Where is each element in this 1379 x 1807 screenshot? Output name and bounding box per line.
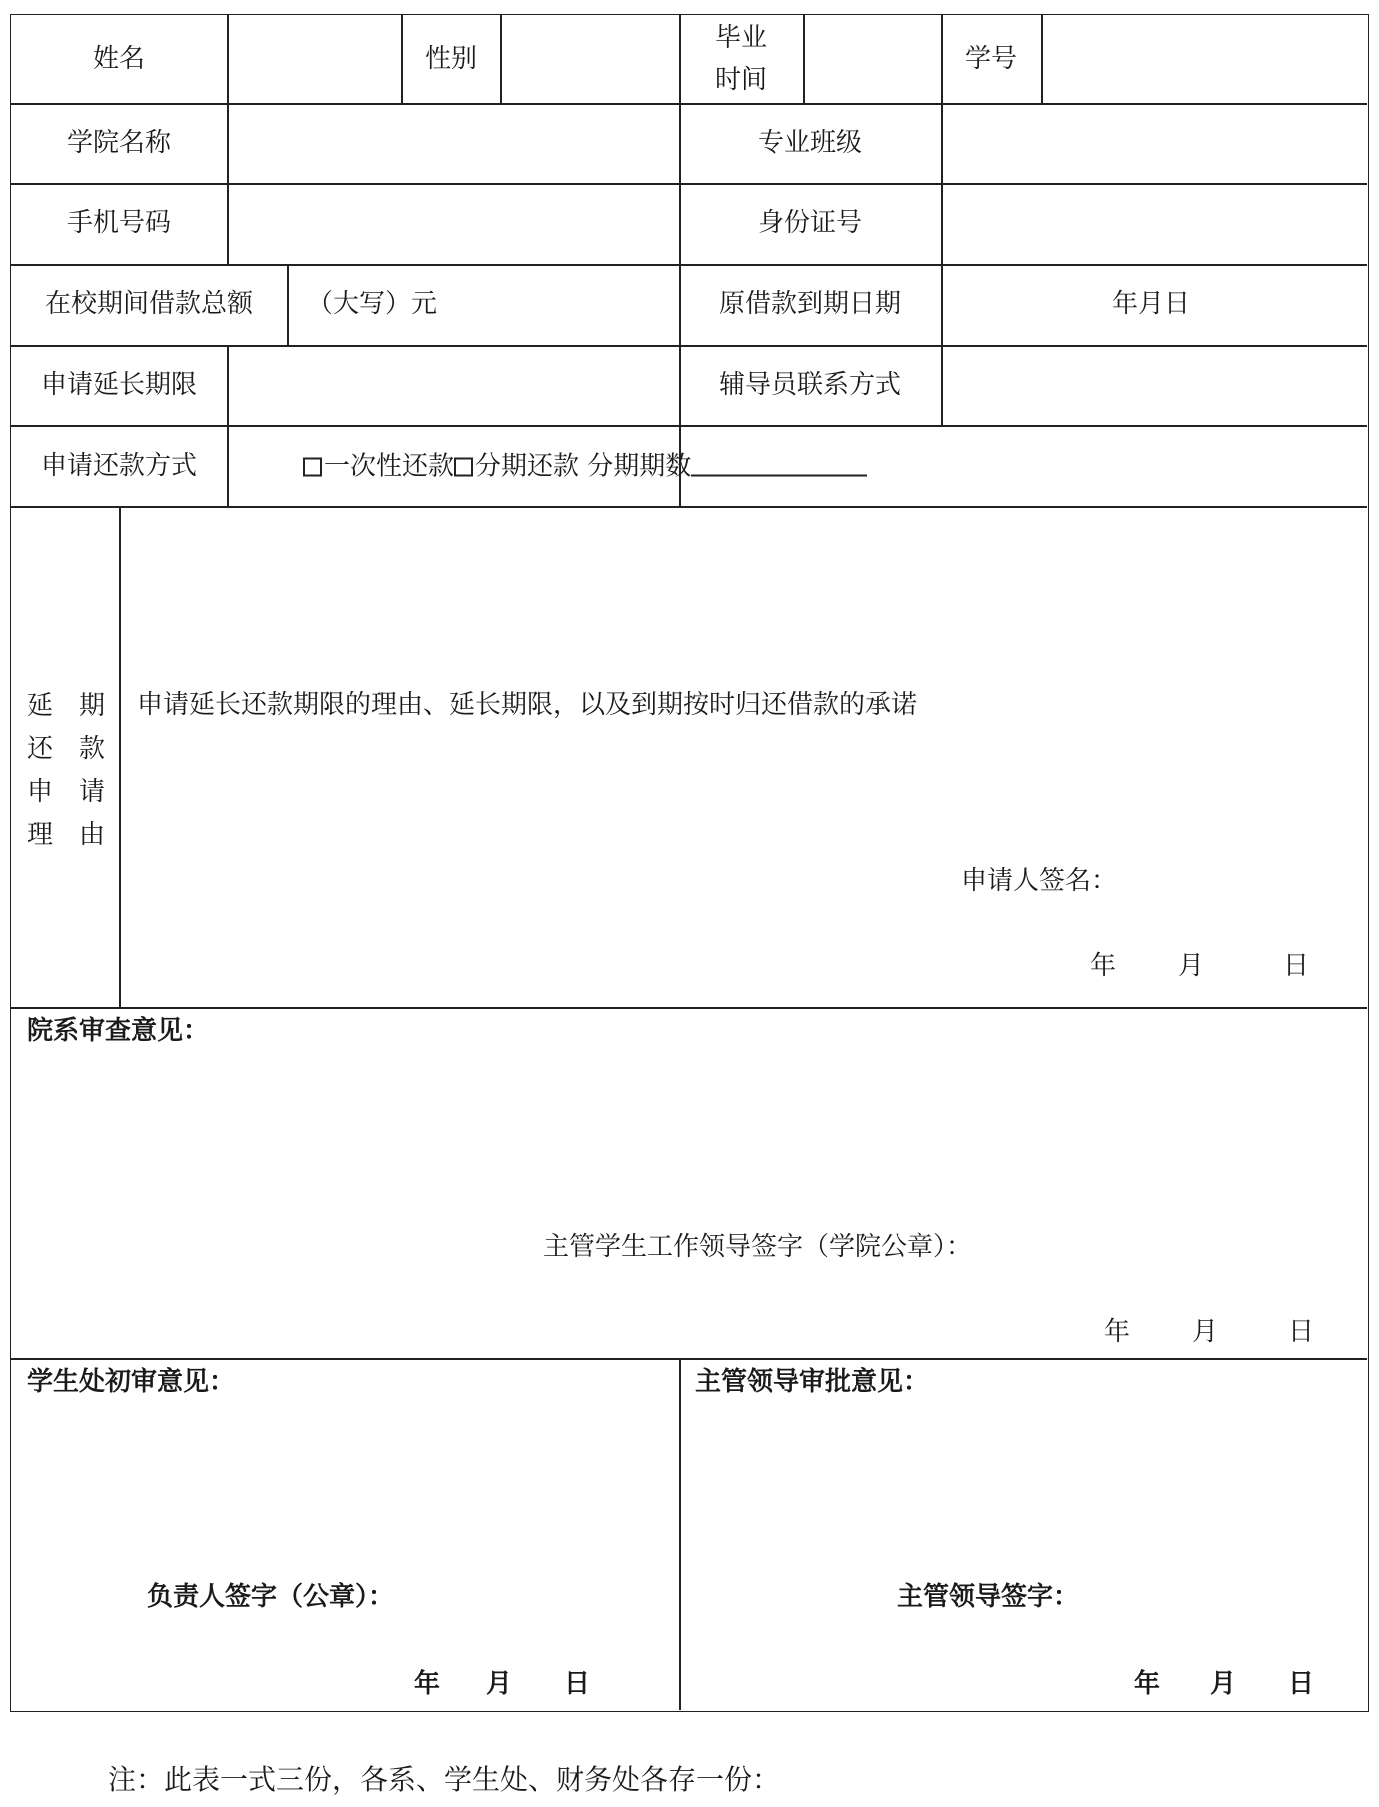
row-divider — [11, 1358, 1367, 1360]
name-label: 姓名 — [92, 44, 146, 74]
repay-method-label: 申请还款方式 — [40, 451, 198, 481]
col-divider — [941, 15, 943, 425]
due-date-value: 年月日 — [1111, 289, 1191, 319]
gender-label: 性别 — [424, 44, 478, 74]
reason-label-line: 还款 — [27, 734, 132, 764]
col-divider — [401, 15, 403, 103]
dept-review-month: 月 — [1191, 1317, 1219, 1347]
student-office-month: 月 — [485, 1669, 513, 1699]
col-divider — [227, 15, 229, 103]
dept-review-year: 年 — [1103, 1317, 1131, 1347]
due-date-label: 原借款到期日期 — [718, 289, 902, 319]
reason-day: 日 — [1282, 951, 1310, 981]
row-divider — [11, 183, 1367, 185]
major-class-label: 专业班级 — [757, 128, 863, 158]
col-divider — [500, 15, 502, 103]
college-label: 学院名称 — [66, 128, 172, 158]
row-divider — [11, 425, 1367, 427]
leader-approval-title: 主管领导审批意见： — [695, 1367, 930, 1397]
reason-prompt: 申请延长还款期限的理由、延长期限，以及到期按时归还借款的承诺 — [137, 690, 918, 720]
dept-review-day: 日 — [1287, 1317, 1315, 1347]
lump-sum-label: 一次性还款 — [324, 451, 455, 482]
row-divider — [11, 506, 1367, 508]
installment-count-field[interactable] — [691, 451, 867, 477]
dept-review-sign-label: 主管学生工作领导签字（学院公章）： — [543, 1232, 973, 1262]
row-divider — [11, 264, 1367, 266]
student-office-title: 学生处初审意见： — [27, 1367, 236, 1397]
reason-year: 年 — [1089, 951, 1117, 981]
applicant-sign-label: 申请人签名： — [961, 866, 1118, 896]
reason-label-line: 延期 — [27, 691, 132, 721]
footer-note: 注：此表一式三份，各系、学生处、财务处各存一份： — [108, 1763, 781, 1796]
row-divider — [11, 103, 1367, 105]
leader-approval-sign-label: 主管领导签字： — [897, 1582, 1080, 1612]
col-divider — [679, 15, 681, 506]
amount-hint: （大写）元 — [307, 289, 438, 319]
counselor-label: 辅导员联系方式 — [718, 370, 902, 400]
col-divider — [227, 345, 229, 506]
dept-review-title: 院系审查意见： — [27, 1016, 210, 1046]
phone-label: 手机号码 — [66, 208, 172, 238]
row-divider — [11, 1007, 1367, 1009]
leader-approval-month: 月 — [1209, 1669, 1237, 1699]
installment-checkbox[interactable] — [454, 458, 473, 477]
repay-options — [303, 451, 867, 482]
installment-label: 分期还款 — [475, 451, 580, 482]
reason-month: 月 — [1177, 951, 1205, 981]
col-divider — [1041, 15, 1043, 103]
reason-section-label — [27, 685, 131, 857]
application-form — [10, 14, 1369, 1712]
col-divider — [679, 1358, 681, 1710]
installment-count-label: 分期期数 — [587, 451, 692, 482]
reason-label-line: 理由 — [27, 820, 132, 850]
leader-approval-year: 年 — [1133, 1669, 1161, 1699]
leader-approval-day: 日 — [1287, 1669, 1315, 1699]
student-id-label: 学号 — [964, 44, 1018, 74]
total-loan-label: 在校期间借款总额 — [44, 289, 254, 319]
id-card-label: 身份证号 — [757, 208, 863, 238]
lump-sum-checkbox[interactable] — [303, 458, 322, 477]
reason-label-line: 申请 — [27, 777, 132, 807]
grad-time-label-line1: 毕业 — [714, 23, 768, 53]
grad-time-label-line2: 时间 — [714, 65, 768, 95]
student-office-day: 日 — [563, 1669, 591, 1699]
col-divider — [287, 264, 289, 345]
col-divider — [227, 103, 229, 264]
row-divider — [11, 345, 1367, 347]
extension-label: 申请延长期限 — [40, 370, 198, 400]
student-office-year: 年 — [413, 1669, 441, 1699]
col-divider — [803, 15, 805, 103]
student-office-sign-label: 负责人签字（公章）： — [147, 1582, 395, 1612]
